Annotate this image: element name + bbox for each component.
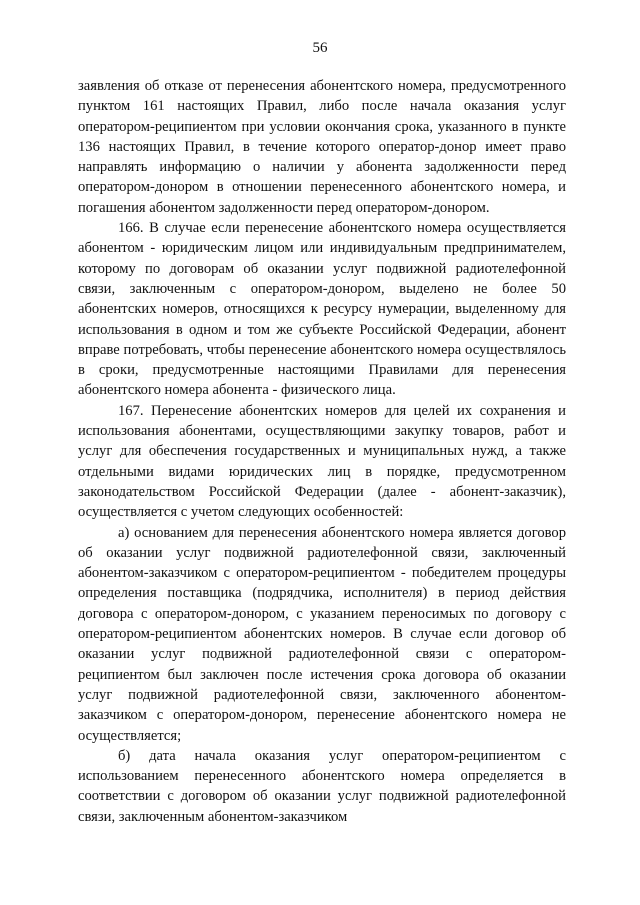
paragraph-167-a: а) основанием для перенесения абонентского номера является договор об оказании услуг подвижной радиотелефонной связи, заключенный абонентом-заказчиком с оператором-реципиентом - победителем процедуры определения поставщика (подрядчика, исполнителя) в период действия договора с оператором-донором, с указанием переносимых по договору с оператором-реципиентом абонентских номеров. В случае если договор об оказании услуг подвижной радиотелефонной связи с оператором-реципиентом был заключен после истечения срока договора об оказании услуг подвижной радиотелефонной связи, заключенного абонентом-заказчиком с оператором-донором, перенесение абонентского номера не осуществляется;	[78, 524, 566, 744]
paragraph-166: 166. В случае если перенесение абонентского номера осуществляется абонентом - юридическим лицом или индивидуальным предпринимателем, которому по договорам об оказании услуг подвижной радиотелефонной связи, заключенным с оператором-донором, выделено не более 50 абонентских номеров, относящихся к ресурсу нумерации, выделенному для использования в одном и том же субъекте Российской Федерации, абонент вправе потребовать, чтобы перенесение абонентского номера осуществлялось в сроки, предусмотренные настоящими Правилами для перенесения абонентского номера абонента - физического лица.	[78, 220, 566, 399]
paragraph-167-b: б) дата начала оказания услуг оператором-реципиентом с использованием перенесенного абонентского номера определяется в соответствии с договором об оказании услуг подвижной радиотелефонной связи, заключенным абонентом-заказчиком	[78, 747, 566, 825]
page-number: 56	[312, 40, 328, 56]
paragraph-continuation: заявления об отказе от перенесения абонентского номера, предусмотренного пунктом 161 настоящих Правил, либо после начала оказания услуг оператором-реципиентом при условии окончания срока, указанного в пункте 136 настоящих Правил, в течение которого оператор-донор имеет право направлять информацию о наличии у абонента задолженности перед оператором-донором в отношении перенесенного абонентского номера, и погашения абонентом задолженности перед оператором-донором.	[78, 78, 566, 216]
paragraph-167: 167. Перенесение абонентских номеров для целей их сохранения и использования абонентами, осуществляющими закупку товаров, работ и услуг для обеспечения государственных и муниципальных нужд, а также отдельными видами юридических лиц в порядке, предусмотренном законодательством Российской Федерации (далее - абонент-заказчик), осуществляется с учетом следующих особенностей:	[78, 402, 566, 521]
document-body	[78, 76, 566, 827]
